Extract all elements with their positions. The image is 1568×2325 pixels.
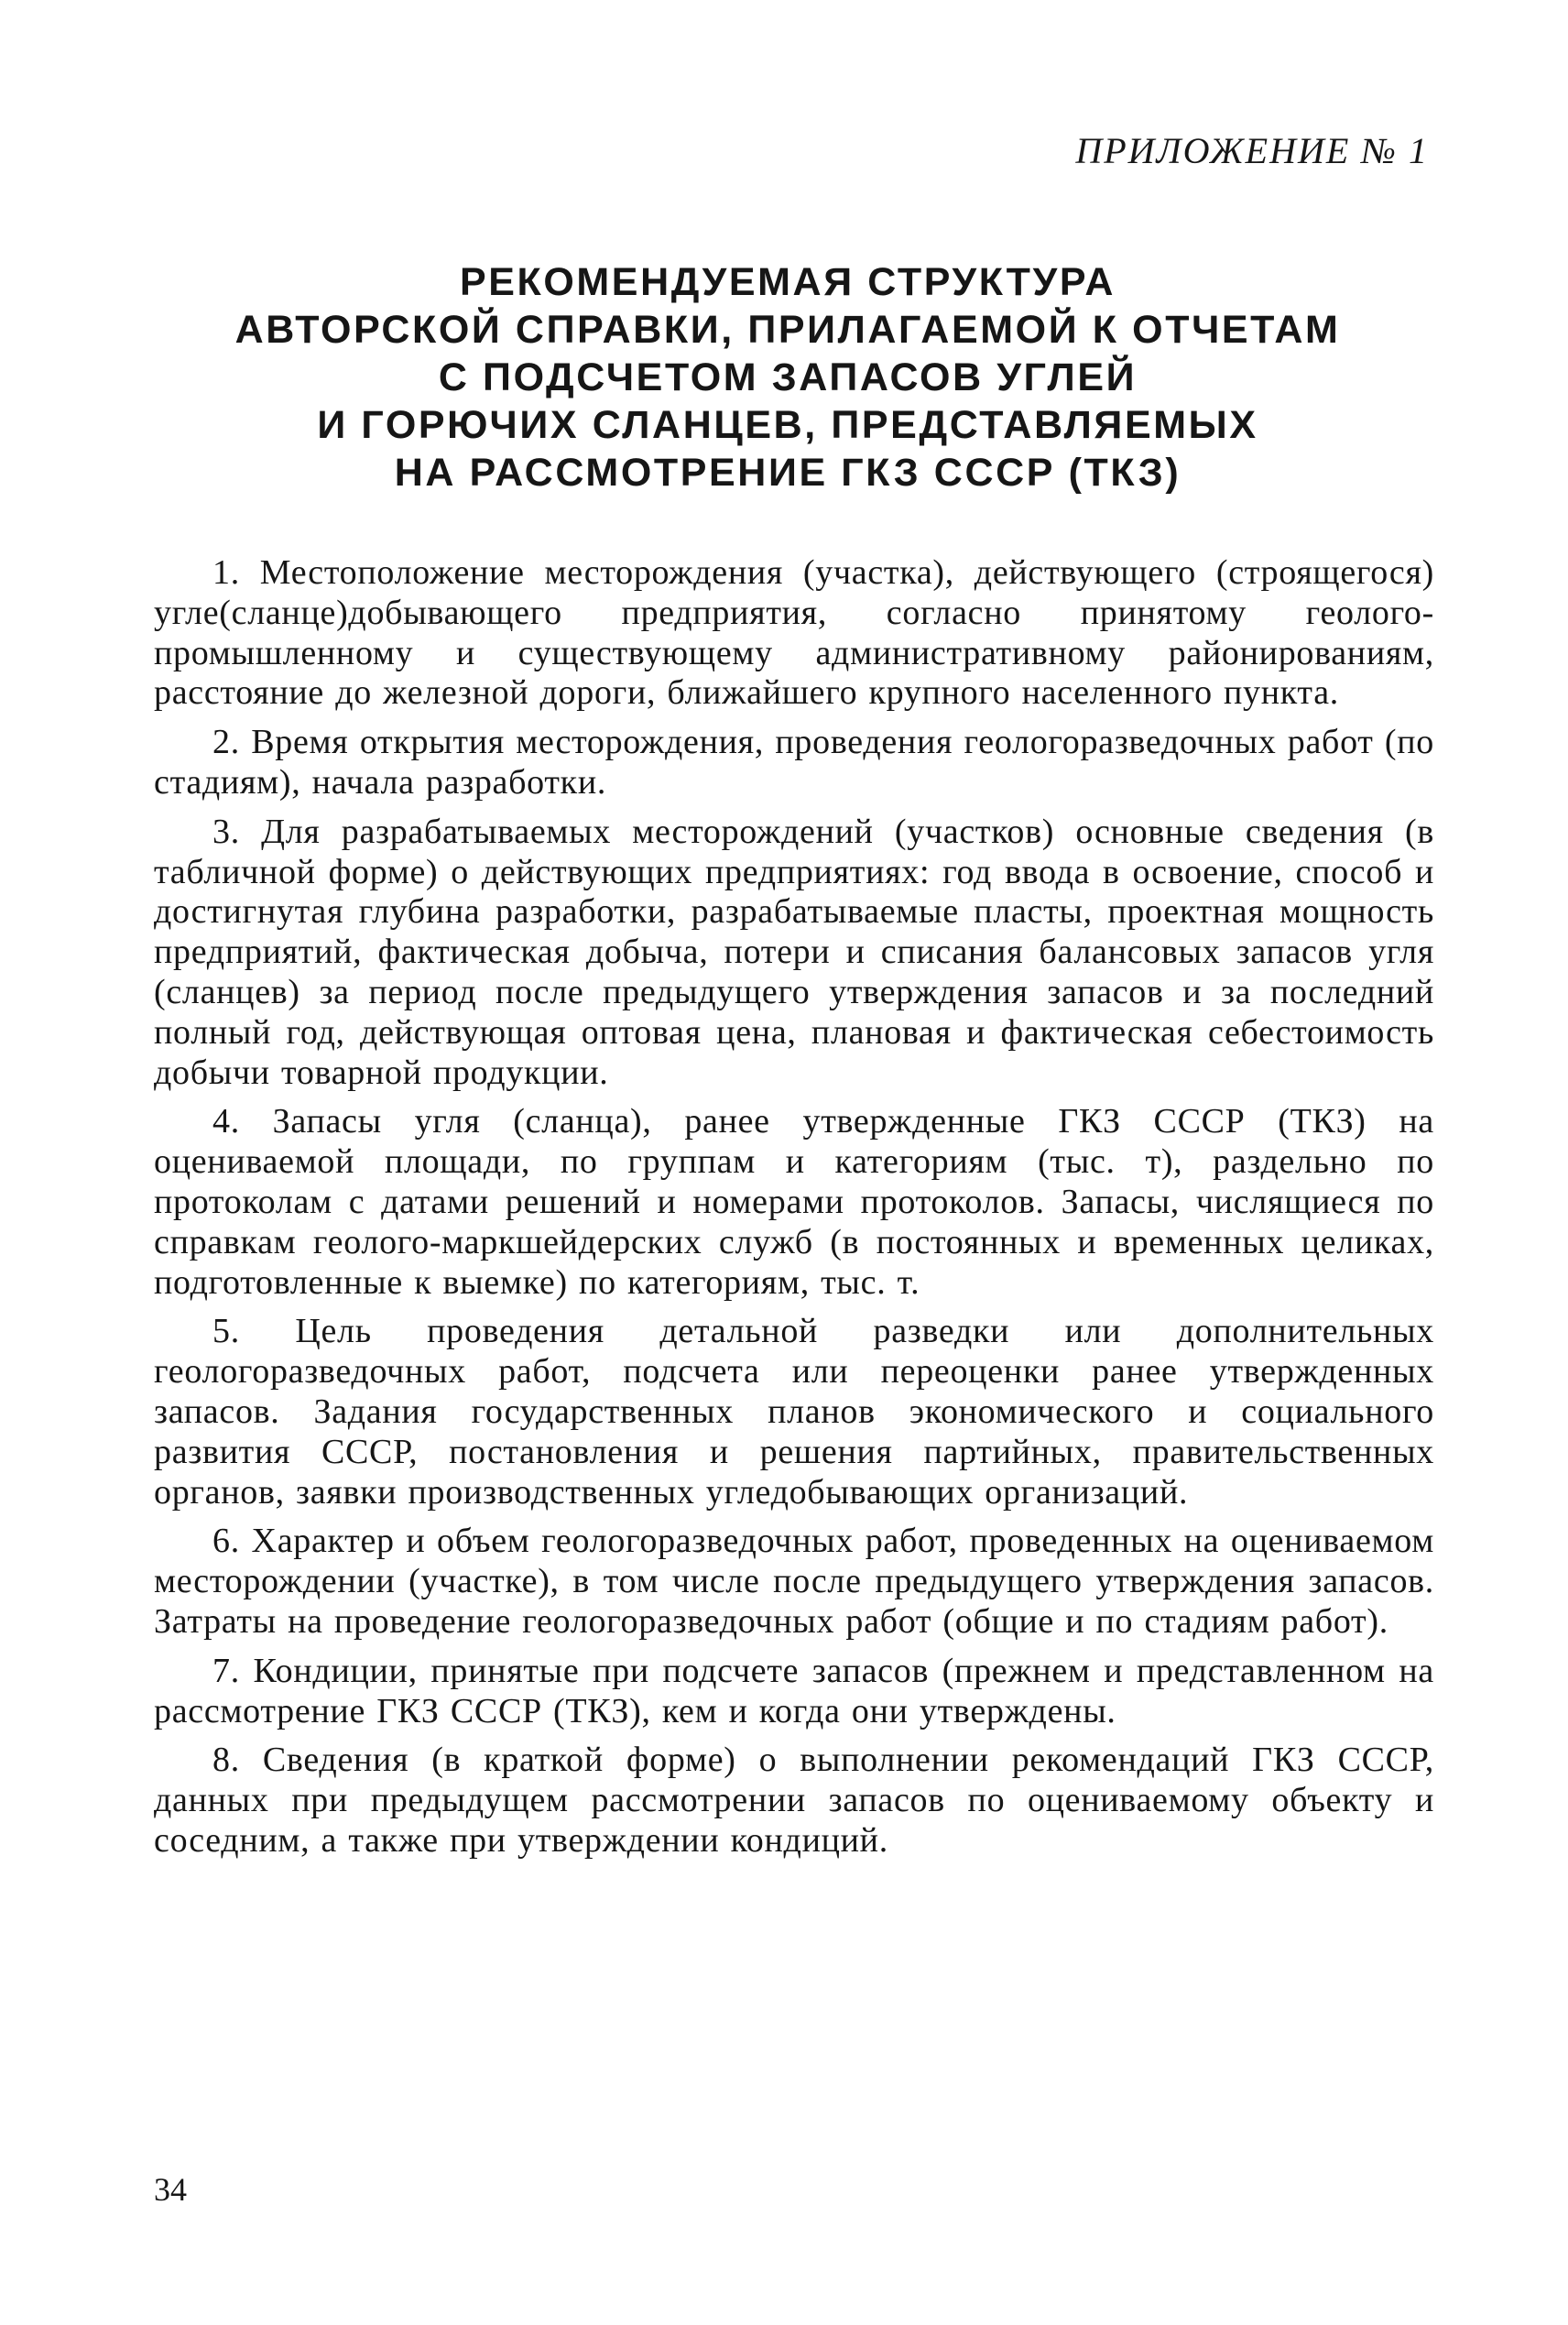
item-number: 5. <box>212 1312 240 1351</box>
list-item <box>154 1102 1434 1303</box>
title-line: НА РАССМОТРЕНИЕ ГКЗ СССР (ТКЗ) <box>394 451 1181 495</box>
list-item <box>154 553 1434 714</box>
document-title <box>156 258 1420 497</box>
list-item <box>154 1741 1434 1861</box>
item-text: Характер и объем геологоразведочных работ, проведенных на оцениваемом месторождении (участке), в том числе после предыдущего утверждения запасов. Затраты на проведение геологоразведочных работ (общие и по стадиям работ). <box>154 1522 1434 1641</box>
title-line: АВТОРСКОЙ СПРАВКИ, ПРИЛАГАЕМОЙ К ОТЧЕТАМ <box>234 308 1341 352</box>
item-text: Сведения (в краткой форме) о выполнении рекомендаций ГКЗ СССР, данных при предыдущем рассмотрении запасов по оцениваемому объекту и соседним, а также при утверждении кондиций. <box>154 1741 1434 1860</box>
appendix-label: ПРИЛОЖЕНИЕ № 1 <box>1075 130 1429 171</box>
list-item <box>154 1312 1434 1512</box>
item-number: 1. <box>212 553 240 592</box>
item-text: Местоположение месторождения (участка), действующего (строящегося) угле(сланце)добывающего предприятия, согласно принятому геолого-промышленному и существующему административному районированиям, расстояние до железной дороги, ближайшего крупного населенного пункта. <box>154 553 1435 713</box>
item-number: 2. <box>212 723 240 762</box>
list-item <box>154 1522 1434 1642</box>
item-text: Запасы угля (сланца), ранее утвержденные ГКЗ СССР (ТКЗ) на оцениваемой площади, по группам и категориям (тыс. т), раздельно по протоколам с датами решений и номерами протоколов. Запасы, числящиеся по справкам геолого-маркшейдерских служб (в постоянных и временных целиках, подготовленные к выемке) по категориям, тыс. т. <box>154 1102 1434 1302</box>
numbered-list <box>154 553 1434 1871</box>
item-number: 3. <box>212 812 240 851</box>
item-text: Время открытия месторождения, проведения геологоразведочных работ (по стадиям), начала разработки. <box>154 723 1434 802</box>
item-number: 4. <box>212 1102 240 1141</box>
title-line: С ПОДСЧЕТОМ ЗАПАСОВ УГЛЕЙ <box>438 355 1138 399</box>
page-number: 34 <box>154 2171 187 2208</box>
item-text: Для разрабатываемых месторождений (участков) основные сведения (в табличной форме) о действующих предприятиях: год ввода в освоение, способ и достигнутая глубина разработки, разрабатываемые пласты, проектная мощность предприятий, фактическая добыча, потери и списания балансовых запасов угля (сланцев) за период после предыдущего утверждения запасов и за последний полный год, действующая оптовая цена, плановая и фактическая себестоимость добычи товарной продукции. <box>154 812 1435 1092</box>
item-text: Кондиции, принятые при подсчете запасов (прежнем и представленном на рассмотрение ГКЗ СССР (ТКЗ), кем и когда они утверждены. <box>154 1651 1434 1730</box>
item-text: Цель проведения детальной разведки или дополнительных геологоразведочных работ, подсчета или переоценки ранее утвержденных запасов. Задания государственных планов экономического и социального развития СССР, постановления и решения партийных, правительственных органов, заявки производственных угледобывающих организаций. <box>154 1312 1434 1512</box>
title-line: И ГОРЮЧИХ СЛАНЦЕВ, ПРЕДСТАВЛЯЕМЫХ <box>317 403 1258 447</box>
item-number: 6. <box>212 1522 240 1561</box>
list-item <box>154 1652 1434 1732</box>
item-number: 8. <box>212 1741 240 1780</box>
item-number: 7. <box>212 1651 240 1690</box>
list-item <box>154 813 1434 1094</box>
title-line: РЕКОМЕНДУЕМАЯ СТРУКТУРА <box>459 260 1116 304</box>
list-item <box>154 723 1434 803</box>
